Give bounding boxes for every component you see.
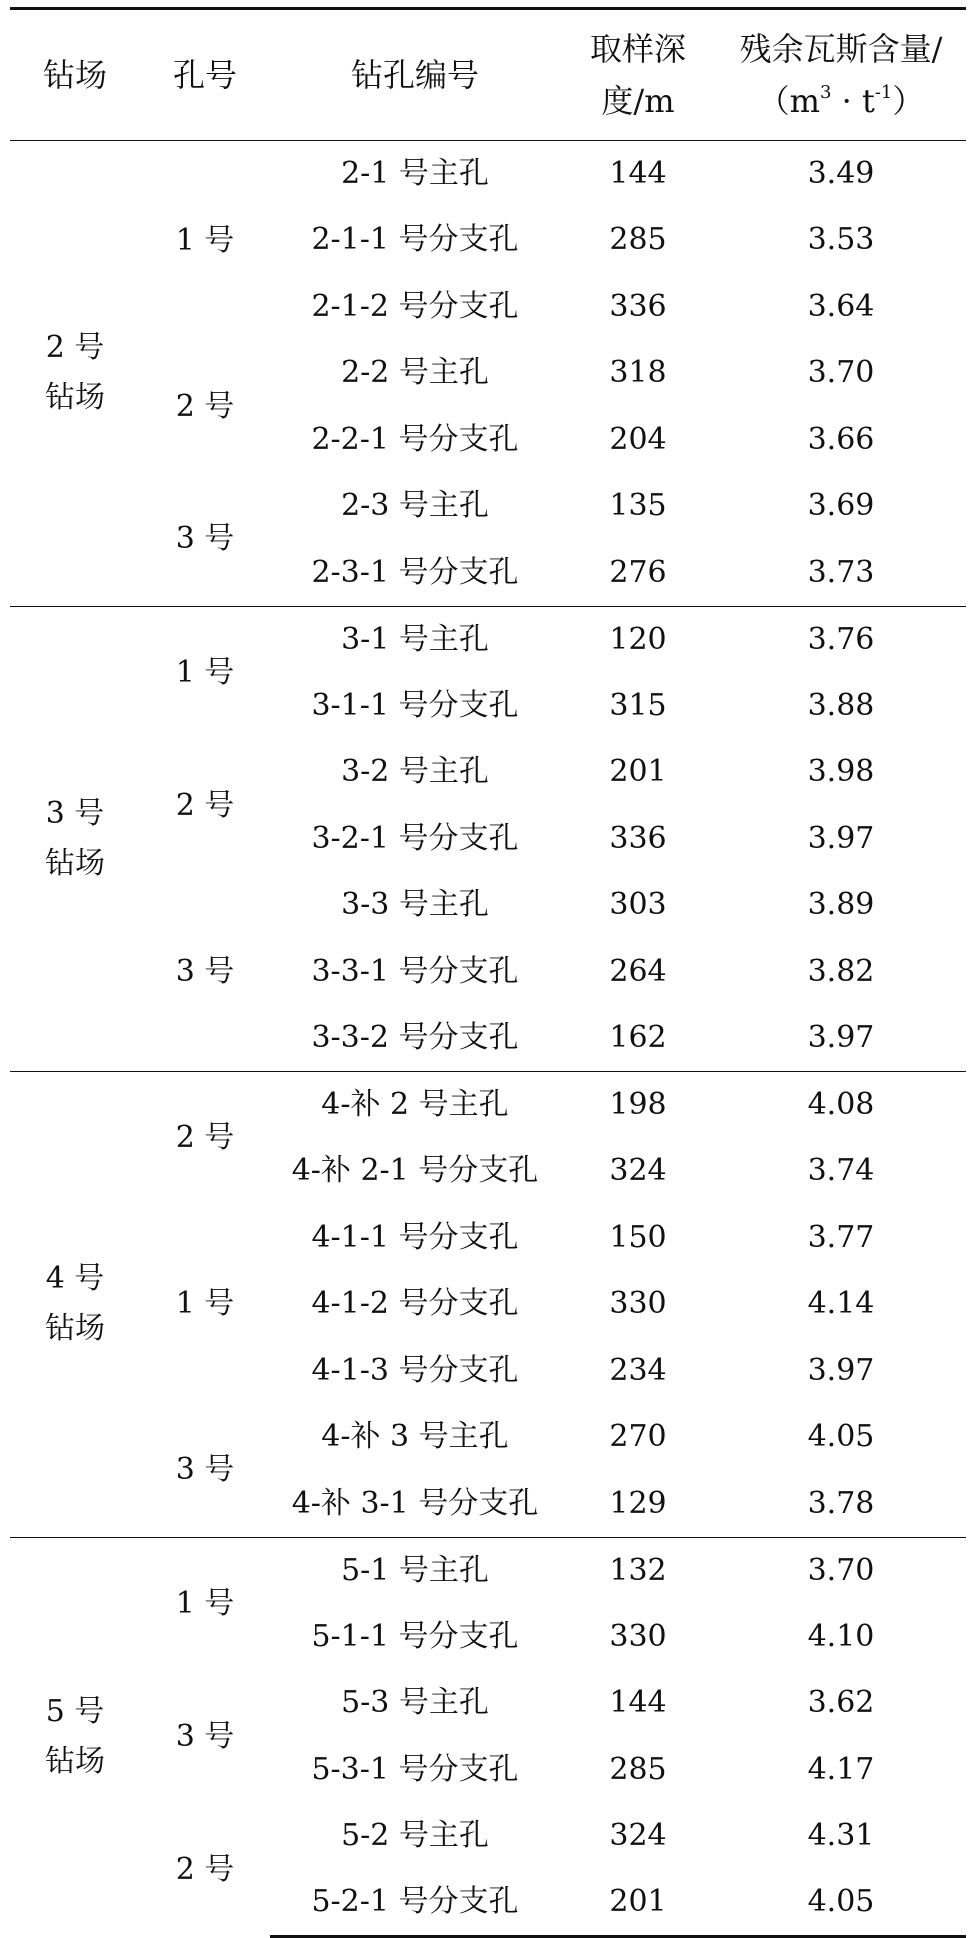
cell-gas: 4.05	[716, 1870, 966, 1937]
cell-hole-id: 5-2 号主孔	[341, 1818, 489, 1854]
cell-gas: 3.98	[807, 754, 875, 790]
cell-field	[10, 606, 140, 1072]
cell-hole-no: 3 号	[175, 1718, 235, 1754]
field-line2: 钻场	[45, 380, 105, 416]
cell-hole-no: 1 号	[175, 1286, 235, 1322]
cell-hole-id: 4-补 2 号主孔	[270, 1072, 560, 1139]
field-line2: 钻场	[45, 1743, 105, 1779]
cell-hole-id: 4-补 2-1 号分支孔	[291, 1153, 539, 1189]
cell-gas: 4.08	[716, 1072, 966, 1139]
field-line1: 5 号	[45, 1693, 105, 1729]
cell-depth: 324	[609, 1818, 667, 1854]
cell-hole-no: 2 号	[175, 388, 235, 424]
table-row	[10, 1537, 966, 1604]
cell-hole-id: 2-1-1 号分支孔	[311, 222, 519, 258]
cell-hole-id: 3-2-1 号分支孔	[311, 820, 519, 856]
cell-hole-id: 5-1-1 号分支孔	[311, 1618, 519, 1654]
cell-hole-id: 2-2-1 号分支孔	[311, 421, 519, 457]
header-hole-id: 钻孔编号	[270, 9, 560, 141]
cell-hole-id: 3-1-1 号分支孔	[311, 687, 519, 723]
cell-depth: 150	[609, 1219, 667, 1255]
cell-gas: 3.88	[807, 687, 875, 723]
header-depth-line2: 度/m	[601, 82, 675, 120]
header-hole-no: 孔号	[140, 9, 270, 141]
field-line1: 2 号	[45, 330, 105, 366]
cell-gas: 3.53	[807, 222, 875, 258]
cell-hole-id: 2-1 号主孔	[341, 156, 489, 191]
header-field: 钻场	[10, 9, 140, 141]
table-row	[10, 1072, 966, 1139]
cell-hole-id: 3-3-2 号分支孔	[311, 1020, 519, 1055]
header-depth-line1: 取样深	[589, 30, 686, 68]
cell-depth: 270	[609, 1419, 667, 1455]
cell-hole-id: 3-2 号主孔	[341, 754, 489, 790]
cell-hole-no: 1 号	[140, 606, 270, 739]
field-line2: 钻场	[45, 1311, 105, 1347]
cell-depth: 198	[560, 1072, 716, 1139]
field-line1: 3 号	[45, 795, 105, 831]
cell-gas: 3.97	[807, 1352, 875, 1388]
cell-depth: 162	[609, 1020, 667, 1055]
cell-depth: 132	[560, 1537, 716, 1604]
cell-gas: 3.73	[807, 554, 875, 590]
cell-hole-id: 2-3-1 号分支孔	[311, 554, 519, 590]
cell-gas: 3.70	[807, 355, 875, 391]
cell-hole-no: 2 号	[175, 1851, 235, 1887]
cell-hole-id: 2-2 号主孔	[341, 355, 489, 391]
cell-hole-id: 5-1 号主孔	[270, 1537, 560, 1604]
cell-hole-id: 2-1-2 号分支孔	[311, 288, 519, 324]
cell-depth: 336	[609, 288, 667, 324]
cell-gas: 3.97	[807, 820, 875, 856]
cell-gas: 4.14	[807, 1286, 875, 1322]
cell-hole-no: 3 号	[175, 1452, 235, 1488]
table-row	[10, 1803, 966, 1870]
table-row	[10, 473, 966, 540]
cell-gas: 3.89	[807, 887, 875, 923]
field-line1: 4 号	[45, 1261, 105, 1297]
table-row	[10, 340, 966, 407]
cell-field	[10, 1537, 140, 1936]
field-line2: 钻场	[45, 845, 105, 881]
cell-gas: 3.70	[716, 1537, 966, 1604]
unit-part: · t	[831, 82, 875, 120]
cell-hole-no: 1 号	[175, 222, 235, 258]
unit-sup: 3	[819, 82, 832, 103]
cell-gas: 3.82	[807, 953, 875, 989]
cell-hole-id: 3-1 号主孔	[270, 606, 560, 673]
cell-depth: 144	[609, 1685, 667, 1721]
cell-gas: 3.62	[807, 1685, 875, 1721]
table-row	[10, 739, 966, 806]
unit-sup: -1	[874, 82, 893, 103]
cell-gas: 3.66	[807, 421, 875, 457]
cell-depth: 330	[609, 1618, 667, 1654]
cell-gas: 3.78	[807, 1485, 875, 1521]
cell-depth: 201	[609, 754, 667, 790]
cell-gas: 4.10	[807, 1618, 875, 1654]
header-gas	[716, 9, 966, 141]
cell-hole-id: 5-2-1 号分支孔	[270, 1870, 560, 1937]
header-gas-unit	[717, 75, 965, 127]
cell-depth: 315	[609, 687, 667, 723]
cell-hole-id: 2-3 号主孔	[341, 488, 489, 524]
cell-hole-no: 3 号	[175, 953, 235, 989]
cell-hole-no: 3 号	[175, 521, 235, 557]
cell-depth: 129	[609, 1485, 667, 1521]
cell-hole-id: 4-补 3 号主孔	[321, 1419, 509, 1455]
cell-depth: 135	[609, 488, 667, 524]
cell-hole-id: 4-1-1 号分支孔	[311, 1219, 519, 1255]
table-row	[10, 141, 966, 208]
cell-depth: 120	[560, 606, 716, 673]
cell-depth: 285	[609, 1751, 667, 1787]
unit-part: ）	[892, 82, 925, 120]
cell-gas: 3.77	[807, 1219, 875, 1255]
cell-depth: 264	[609, 953, 667, 989]
table-row	[10, 606, 966, 673]
cell-hole-id: 3-3 号主孔	[341, 887, 489, 923]
cell-depth: 336	[609, 820, 667, 856]
cell-gas: 3.69	[807, 488, 875, 524]
cell-hole-id: 5-3 号主孔	[341, 1685, 489, 1721]
cell-depth: 276	[609, 554, 667, 590]
cell-depth: 303	[609, 887, 667, 923]
cell-depth: 324	[609, 1153, 667, 1189]
cell-hole-id: 4-补 3-1 号分支孔	[291, 1485, 539, 1521]
cell-field	[10, 141, 140, 607]
cell-gas: 4.17	[807, 1751, 875, 1787]
table-body	[10, 141, 966, 1937]
gas-content-table	[10, 7, 966, 1938]
cell-hole-id: 4-1-3 号分支孔	[311, 1352, 519, 1388]
cell-gas: 3.76	[716, 606, 966, 673]
table-row	[10, 1670, 966, 1737]
cell-hole-id: 5-3-1 号分支孔	[311, 1751, 519, 1787]
table-row	[10, 872, 966, 939]
cell-depth: 234	[609, 1352, 667, 1388]
cell-depth: 201	[560, 1870, 716, 1937]
cell-gas: 3.49	[807, 156, 875, 191]
cell-gas: 4.05	[807, 1419, 875, 1455]
cell-hole-no: 1 号	[140, 1537, 270, 1670]
cell-depth: 318	[609, 355, 667, 391]
header-row	[10, 9, 966, 141]
header-gas-line1: 残余瓦斯含量/	[739, 30, 943, 68]
cell-gas: 3.74	[807, 1153, 875, 1189]
unit-part: （m	[757, 82, 820, 120]
header-depth	[560, 9, 716, 141]
cell-hole-id: 3-3-1 号分支孔	[311, 953, 519, 989]
cell-hole-no: 2 号	[175, 787, 235, 823]
table-row	[10, 1205, 966, 1272]
cell-depth: 285	[609, 222, 667, 258]
cell-hole-no: 2 号	[140, 1072, 270, 1205]
cell-depth: 330	[609, 1286, 667, 1322]
cell-hole-id: 4-1-2 号分支孔	[311, 1286, 519, 1322]
cell-field	[10, 1072, 140, 1538]
cell-depth: 204	[609, 421, 667, 457]
cell-depth: 144	[609, 156, 667, 191]
cell-gas: 4.31	[807, 1818, 875, 1854]
table-row	[10, 1404, 966, 1471]
cell-gas: 3.97	[807, 1020, 875, 1055]
cell-gas: 3.64	[807, 288, 875, 324]
